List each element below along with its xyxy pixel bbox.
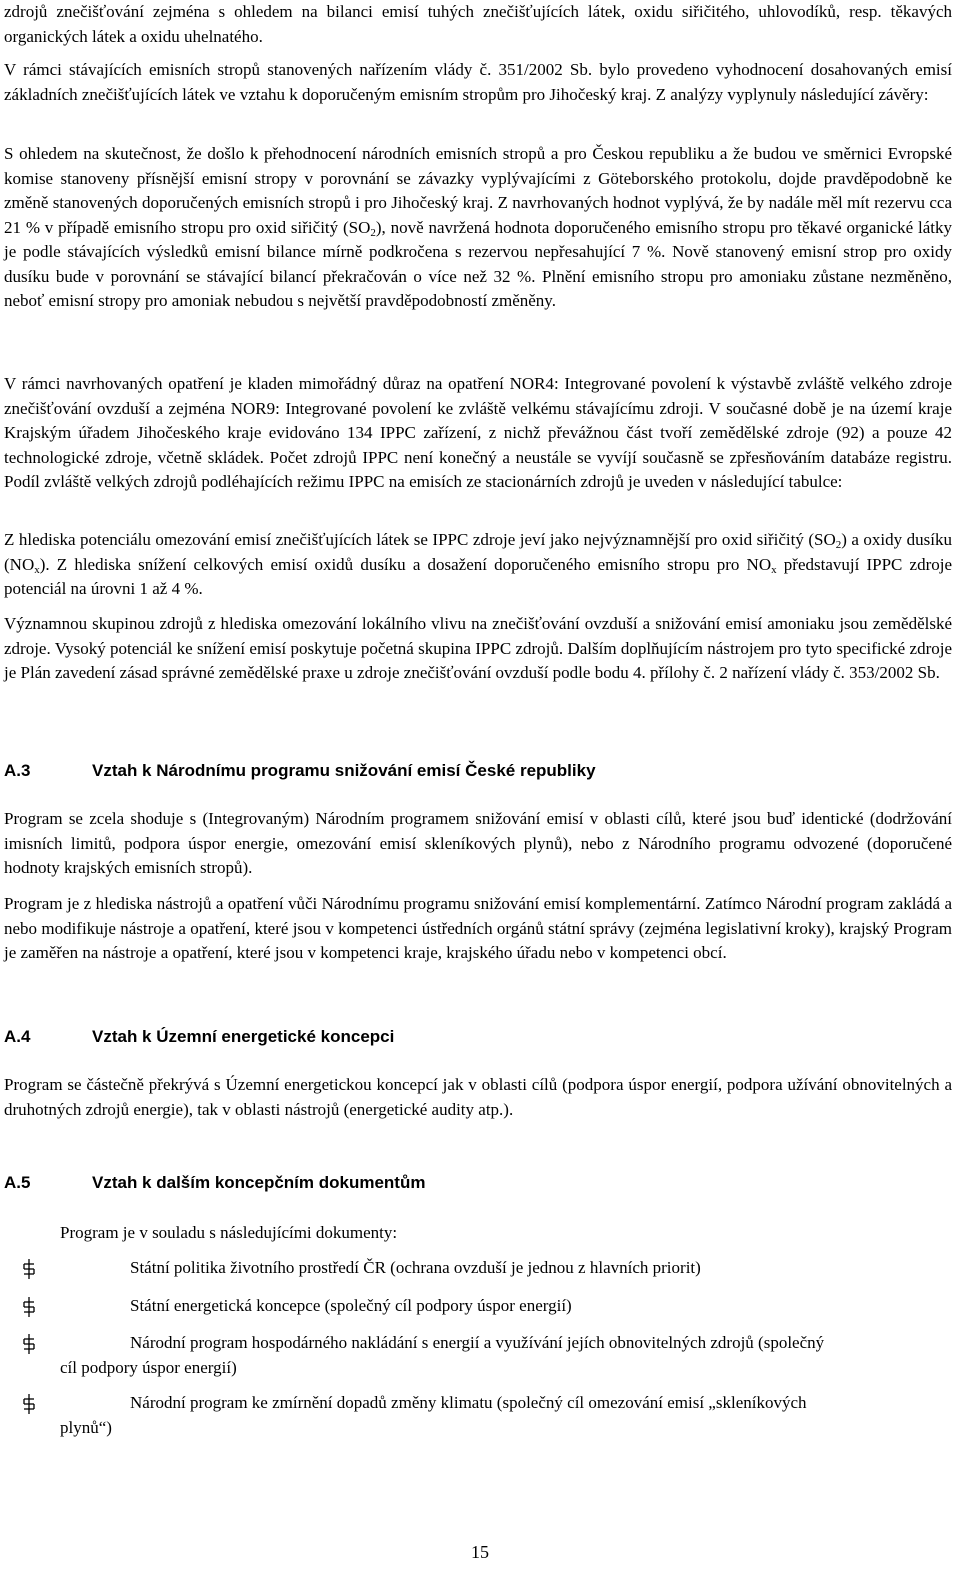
bullet-icon — [22, 1258, 36, 1280]
subscript: x — [771, 563, 777, 576]
list-item — [22, 1391, 842, 1440]
list-item-text: Národní program hospodárného nakládání s energií a využívání jejích obnovitelných zdrojů (společný cíl podpory úspor energií) — [60, 1333, 825, 1377]
paragraph-text: Program se částečně překrývá s Územní energetickou koncepcí jak v oblasti cílů (podpora úspor energií, podpora užívání obnovitelných a druhotných zdrojů energie), tak v oblasti nástrojů (energetické audity atp.). — [4, 1075, 952, 1119]
text-run: ) a oxidy dusíku (NO — [4, 530, 952, 574]
paragraph-a4-1 — [4, 1073, 952, 1122]
bullet-icon — [22, 1393, 36, 1415]
list-item — [22, 1294, 842, 1319]
paragraph-text: V rámci navrhovaných opatření je kladen mimořádný důraz na opatření NOR4: Integrované povolení k výstavbě zvláště velkého zdroje znečišťování ovzduší a zejména NOR9: Integrované povolení ke zvláště velkému stávajícímu zdroji. V současné době je na území kraje Krajským úřadem Jihočeského kraje evidováno 134 IPPC zařízení, z nichž převážnou část tvoří zemědělské zdroje (92) a pouze 42 technologické zdroje, včetně skládek. Počet zdrojů IPPC není konečný a neustále se vyvíjí současně se zpřesňováním databáze registru. Podíl zvláště velkých zdrojů podléhajících režimu IPPC na emisích ze stacionárních zdrojů je uveden v následující tabulce: — [4, 374, 952, 491]
text-run: ), nově navržená hodnota doporučeného emisního stropu pro těkavé organické látky je podle stávajících výsledků emisní bilance mírně podkročena s rezervou nepřesahující 7 %. Nově stanovený emisní strop pro oxidy dusíku bude v porovnání se stávající bilancí překračován o více než 32 %. Plnění emisního stropu pro amoniaku zůstane nezměněno, neboť emisní stropy pro amoniak nebudou s největší pravděpodobností změněny. — [4, 217, 952, 310]
text-run: představují IPPC zdroje potenciál na úrovni 1 až 4 %. — [4, 554, 953, 598]
section-title: Vztah k Národnímu programu snižování emisí České republiky — [92, 761, 596, 780]
bullet-icon — [22, 1333, 36, 1355]
paragraph-ippc-potential — [4, 528, 952, 602]
paragraph-text: zdrojů znečišťování zejména s ohledem na bilanci emisí tuhých znečišťujících látek, oxidu siřičitého, uhlovodíků, resp. těkavých organických látek a oxidu uhelnatého. — [4, 2, 952, 46]
list-item-text: Státní politika životního prostředí ČR (ochrana ovzduší je jednou z hlavních priorit) — [130, 1258, 701, 1277]
text-run: Z hlediska potenciálu omezování emisí znečišťujících látek se IPPC zdroje jeví jako nejvýznamnější pro oxid siřičitý (SO — [4, 530, 836, 549]
section-title: Vztah k Územní energetické koncepci — [92, 1027, 395, 1046]
text-run: S ohledem na skutečnost, že došlo k přehodnocení národních emisních stropů a pro Českou republiku a že budou ve směrnici Evropské komise stanoveny přísnější emisní stropy v porovnání se závazky vyplývajícími z Göteborského protokolu, dojde pravděpodobně ke změně stanovených doporučených emisních stropů i pro Jihočeský kraj. Z navrhovaných hodnot vyplývá, že by nadále měl mít rezervu cca 21 % v případě emisního stropu pro oxid siřičitý (SO — [4, 144, 952, 237]
paragraph-conclusions — [4, 142, 952, 314]
bullet-icon — [22, 1296, 36, 1318]
list-item-text: Národní program ke zmírnění dopadů změny klimatu (společný cíl omezování emisí „skleníkových plynů“) — [60, 1393, 807, 1437]
list-item-text: Státní energetická koncepce (společný cíl podpory úspor energií) — [130, 1296, 572, 1315]
paragraph-text: Program je z hlediska nástrojů a opatření vůči Národnímu programu snižování emisí komplementární. Zatímco Národní program zakládá a nebo modifikuje nástroje a opatření, které jsou v kompetenci ústředních orgánů státní správy (zejména legislativní kroky), krajský Program je zaměřen na nástroje a opatření, které jsou v kompetenci kraje, krajského úřadu nebo v kompetenci obcí. — [4, 894, 952, 962]
paragraph-emission-ceilings — [4, 58, 952, 107]
paragraph-measures-ippc — [4, 372, 952, 495]
list-item — [22, 1331, 842, 1380]
list-item — [22, 1256, 842, 1281]
subscript: x — [34, 563, 40, 576]
paragraph-text: V rámci stávajících emisních stropů stanovených nařízením vlády č. 351/2002 Sb. bylo provedeno vyhodnocení dosahovaných emisí základních znečišťujících látek ve vztahu k doporučeným emisním stropům pro Jihočeský kraj. Z analýzy vyplynuly následující závěry: — [4, 60, 952, 104]
paragraph-text: Významnou skupinou zdrojů z hlediska omezování lokálního vlivu na znečišťování ovzduší a snižování emisí amoniaku jsou zemědělské zdroje. Vysoký potenciál ke snížení emisí poskytuje početná skupina IPPC zdrojů. Dalším doplňujícím nástrojem pro tyto specifické zdroje je Plán zavedení zásad správné zemědělské praxe u zdroje znečišťování ovzduší podle bodu 4. přílohy č. 2 nařízení vlády č. 353/2002 Sb. — [4, 614, 952, 682]
paragraph-a3-1 — [4, 807, 952, 881]
section-title: Vztah k dalším koncepčním dokumentům — [92, 1173, 426, 1192]
subscript: 2 — [370, 226, 376, 239]
list-intro: Program je v souladu s následujícími dokumenty: — [60, 1223, 398, 1242]
text-run: ). Z hlediska snížení celkových emisí oxidů dusíku a dosažení doporučeného emisního stropu pro NO — [39, 554, 772, 574]
paragraph-sources-continuation — [4, 0, 952, 49]
paragraph-a3-2 — [4, 892, 952, 966]
subscript: 2 — [835, 539, 842, 551]
paragraph-agricultural-sources — [4, 612, 952, 686]
section-number: A.5 — [4, 1173, 31, 1192]
section-number: A.3 — [4, 761, 31, 780]
paragraph-text: Program se zcela shoduje s (Integrovaným) Národním programem snižování emisí v oblasti cílů, které jsou buď identické (dodržování imisních limitů, podpora úspor energie, omezování emisí skleníkových plynů), nebo z Národního programu odvozené (doporučené hodnoty krajských emisních stropů). — [4, 809, 952, 877]
section-number: A.4 — [4, 1027, 31, 1046]
page-number: 15 — [471, 1542, 489, 1562]
